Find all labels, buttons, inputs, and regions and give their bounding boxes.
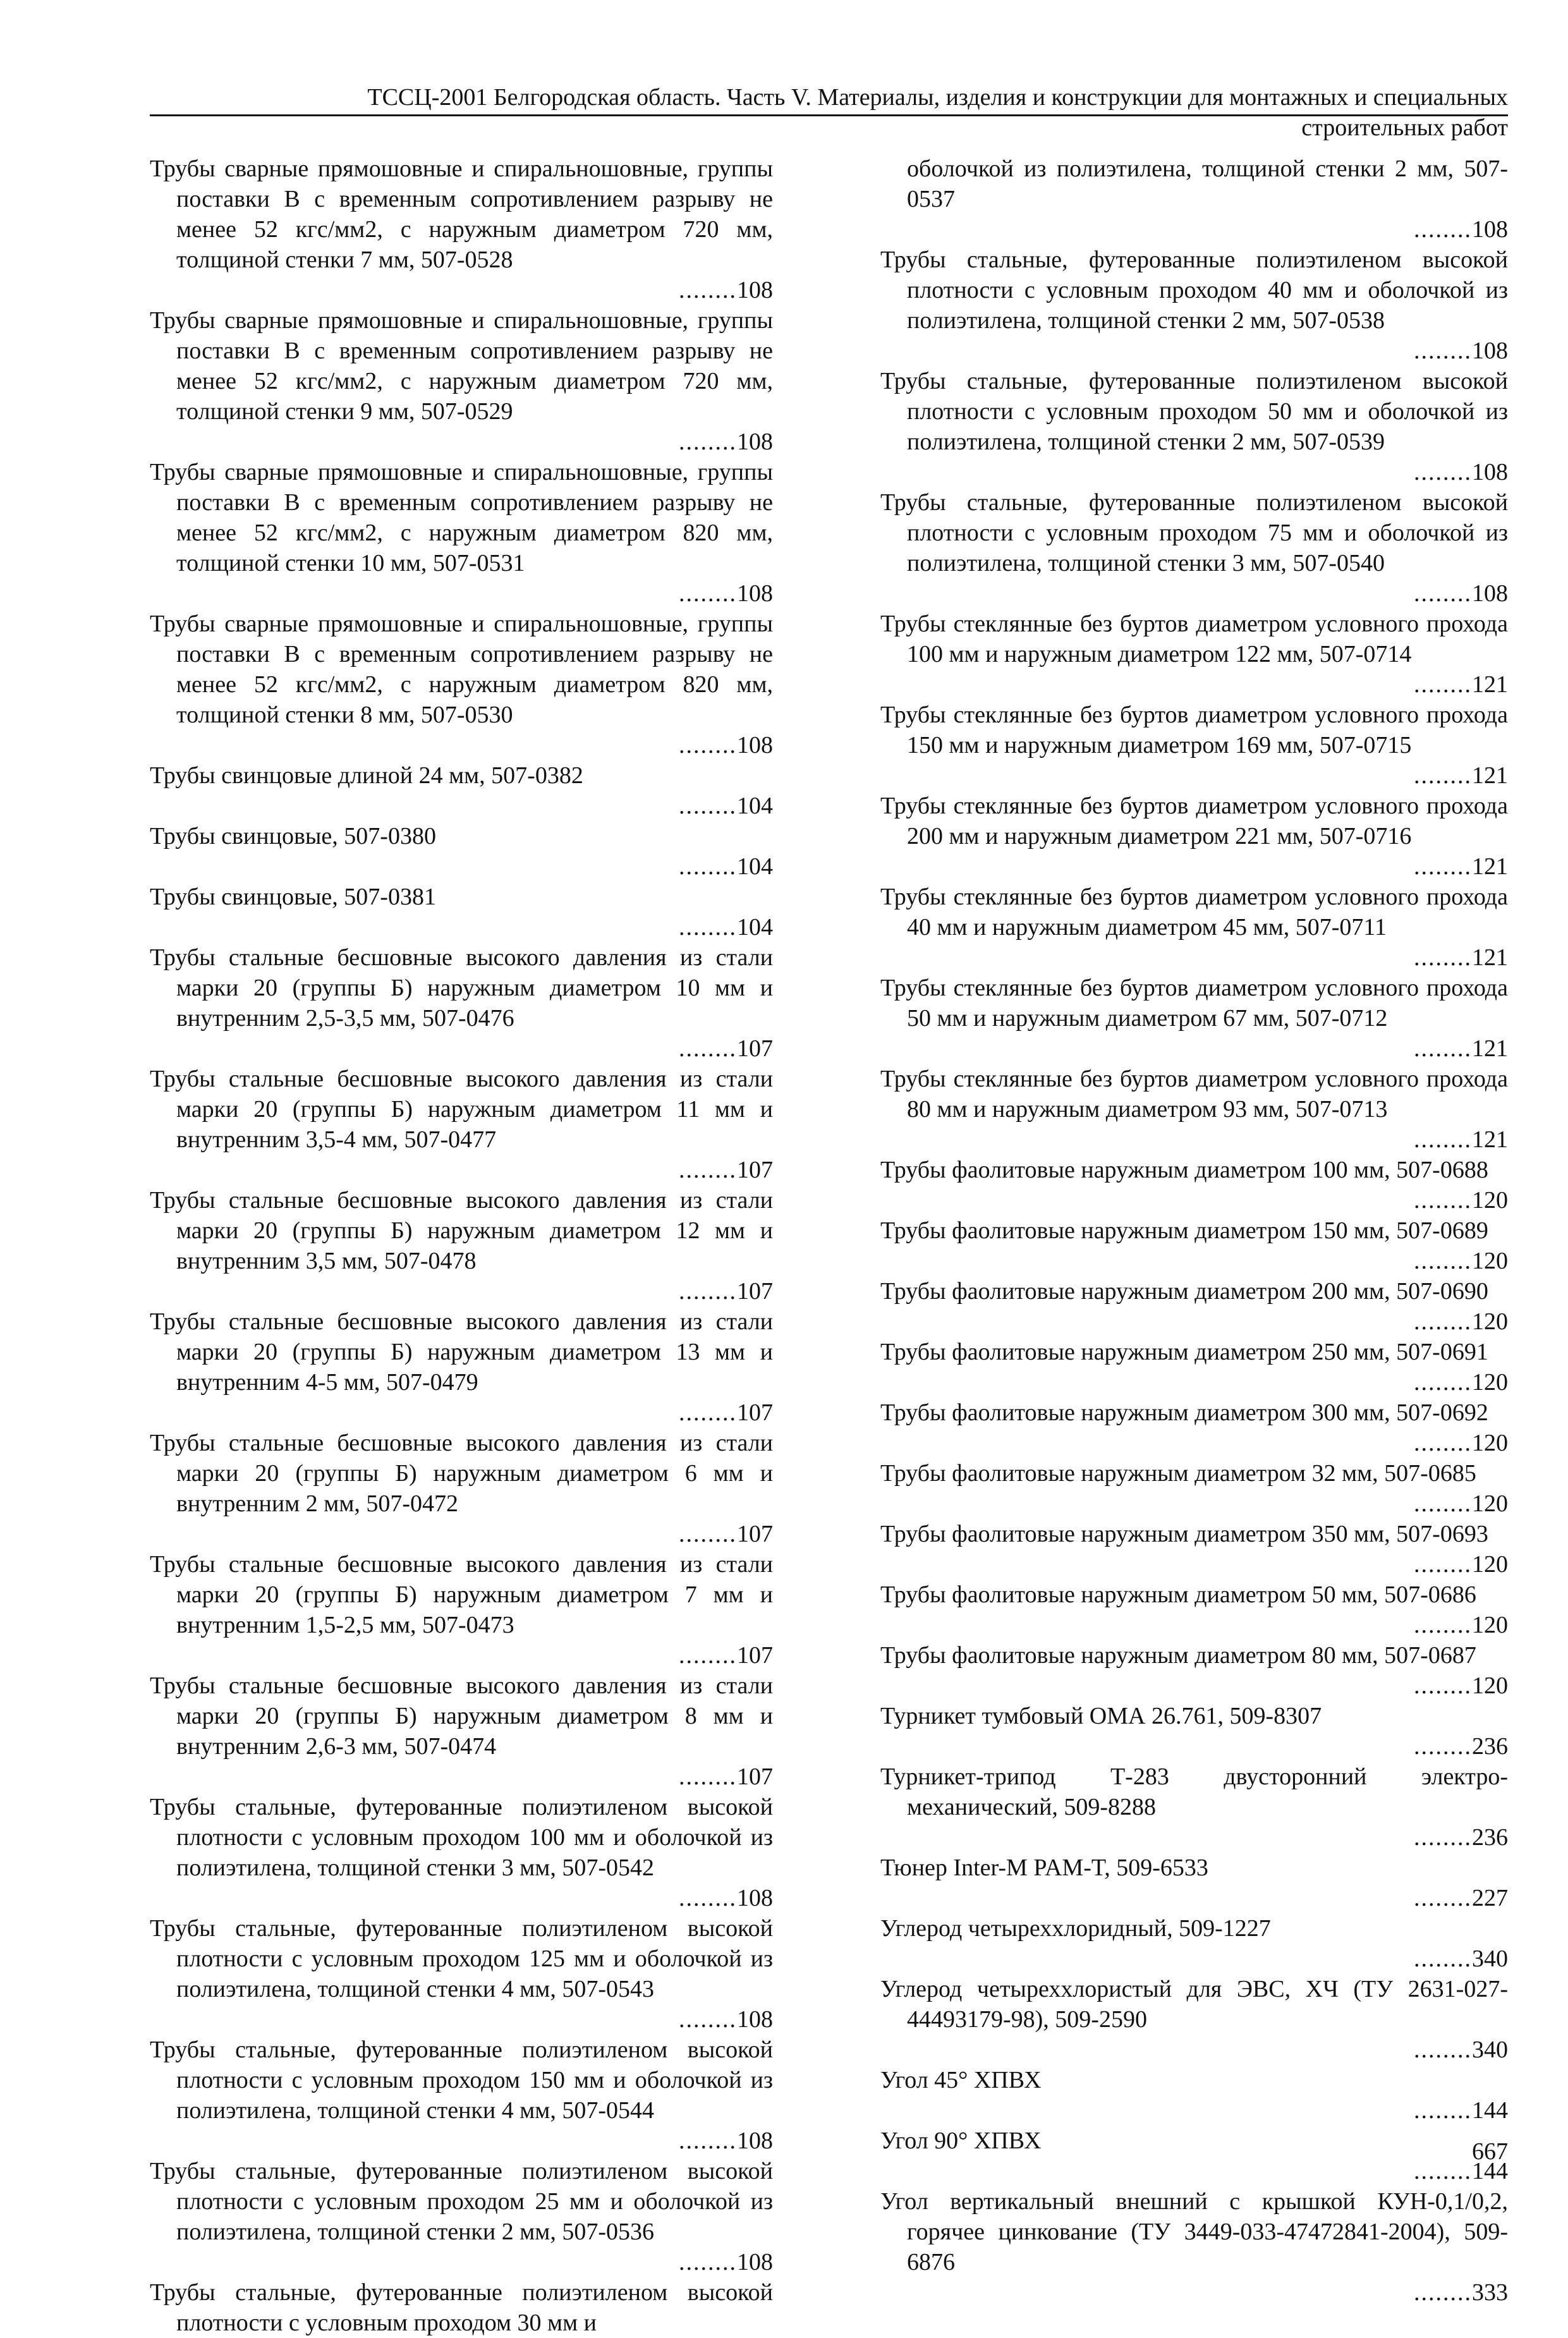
index-entry-page: 340 bbox=[1472, 1945, 1508, 1972]
dot-leader: ........ bbox=[1414, 671, 1472, 698]
index-entry-page: 108 bbox=[1472, 459, 1508, 485]
index-entry-leader bbox=[907, 1124, 1508, 1155]
index-entry-page: 108 bbox=[737, 277, 773, 303]
index-entry-page: 120 bbox=[1472, 1248, 1508, 1274]
index-entry-page: 144 bbox=[1472, 2097, 1508, 2124]
dot-leader: ........ bbox=[679, 2006, 737, 2033]
index-entry bbox=[150, 1792, 773, 1913]
index-entry-text: Трубы фаолитовые наружным диаметром 100 мм, 507-0688 bbox=[880, 1157, 1488, 1183]
index-entry-leader bbox=[907, 669, 1508, 700]
dot-leader: ........ bbox=[1414, 1945, 1472, 1972]
dot-leader: ........ bbox=[1414, 1187, 1472, 1214]
index-entry-text: Трубы стеклянные без буртов диаметром условного прохода 100 мм и наружным диаметром 122 мм, 507-0714 bbox=[880, 611, 1508, 667]
index-entry-leader bbox=[907, 1671, 1508, 1701]
index-entry-text: Трубы стальные бесшовные высокого давления из стали марки 20 (группы Б) наружным диаметром 12 мм и внутренним 3,5 мм, 507-0478 bbox=[150, 1187, 773, 1274]
index-column-right bbox=[880, 154, 1508, 2308]
dot-leader: ........ bbox=[1414, 1824, 1472, 1851]
index-entry bbox=[880, 2126, 1508, 2186]
index-entry-leader bbox=[176, 1155, 773, 1185]
dot-leader: ........ bbox=[1414, 1490, 1472, 1517]
dot-leader: ........ bbox=[1414, 1733, 1472, 1760]
index-entry bbox=[150, 2035, 773, 2156]
index-entry-text: Углерод четыреххлористый для ЭВС, ХЧ (ТУ 2631-027-44493179-98), 509-2590 bbox=[880, 1976, 1508, 2033]
index-entry-page: 340 bbox=[1472, 2037, 1508, 2063]
index-entry-page: 227 bbox=[1472, 1885, 1508, 1911]
dot-leader: ........ bbox=[1414, 1308, 1472, 1335]
index-entry-leader bbox=[176, 730, 773, 760]
index-entry-text: Трубы стальные бесшовные высокого давления из стали марки 20 (группы Б) наружным диаметром 13 мм и внутренним 4-5 мм, 507-0479 bbox=[150, 1308, 773, 1396]
index-entry-page: 104 bbox=[737, 793, 773, 819]
index-entry-page: 120 bbox=[1472, 1308, 1508, 1335]
index-entry-text: Трубы стальные, футерованные полиэтиленом высокой плотности с условным проходом 40 мм и оболочкой из полиэтилена, толщиной стенки 2 мм, 507-0538 bbox=[880, 247, 1508, 334]
index-entry bbox=[880, 1853, 1508, 1913]
dot-leader: ........ bbox=[1414, 762, 1472, 789]
index-entry bbox=[880, 882, 1508, 973]
index-entry-leader bbox=[176, 427, 773, 457]
index-entry-page: 120 bbox=[1472, 1369, 1508, 1396]
index-entry bbox=[880, 700, 1508, 791]
index-entry-leader bbox=[907, 942, 1508, 973]
index-entry-leader bbox=[907, 1549, 1508, 1580]
index-entry bbox=[880, 1580, 1508, 1640]
index-entry-text: Трубы сварные прямошовные и спиральношовные, группы поставки В с временным сопротивлением разрыву не менее 52 кгс/мм2, с наружным диаметром 720 мм, толщиной стенки 9 мм, 507-0529 bbox=[150, 307, 773, 425]
index-entry-text: Трубы фаолитовые наружным диаметром 32 мм, 507-0685 bbox=[880, 1460, 1476, 1487]
index-entry-leader bbox=[907, 1489, 1508, 1519]
index-entry-leader bbox=[176, 1640, 773, 1671]
index-entry bbox=[880, 1519, 1508, 1580]
index-entry-page: 108 bbox=[737, 732, 773, 758]
index-entry-page: 333 bbox=[1472, 2279, 1508, 2306]
index-entry-leader bbox=[176, 2247, 773, 2277]
page-number: 667 bbox=[1472, 2138, 1508, 2165]
index-entry-text: Трубы стеклянные без буртов диаметром условного прохода 150 мм и наружным диаметром 169 мм, 507-0715 bbox=[880, 702, 1508, 758]
index-entry-text: Трубы стальные бесшовные высокого давления из стали марки 20 (группы Б) наружным диаметром 6 мм и внутренним 2 мм, 507-0472 bbox=[150, 1430, 773, 1517]
index-entry-text: Трубы свинцовые длиной 24 мм, 507-0382 bbox=[150, 762, 583, 789]
dot-leader: ........ bbox=[679, 1278, 737, 1305]
index-entry-text: Трубы стальные, футерованные полиэтиленом высокой плотности с условным проходом 50 мм и оболочкой из полиэтилена, толщиной стенки 2 мм, 507-0539 bbox=[880, 368, 1508, 455]
index-entry-text: Углерод четыреххлоридный, 509-1227 bbox=[880, 1915, 1271, 1942]
index-entry-page: 108 bbox=[737, 2006, 773, 2033]
index-entry-text: Трубы стальные, футерованные полиэтиленом высокой плотности с условным проходом 150 мм и оболочкой из полиэтилена, толщиной стенки 4 мм, 507-0544 bbox=[150, 2037, 773, 2124]
index-entry bbox=[880, 609, 1508, 700]
dot-leader: ........ bbox=[679, 1642, 737, 1669]
index-entry bbox=[880, 1064, 1508, 1155]
index-entry-leader bbox=[176, 851, 773, 882]
index-entry-leader bbox=[176, 1276, 773, 1306]
index-entry-text: Трубы стальные, футерованные полиэтиленом высокой плотности с условным проходом 25 мм и оболочкой из полиэтилена, толщиной стенки 2 мм, 507-0536 bbox=[150, 2158, 773, 2245]
index-entry-text: Трубы стеклянные без буртов диаметром условного прохода 200 мм и наружным диаметром 221 мм, 507-0716 bbox=[880, 793, 1508, 849]
index-entry-leader bbox=[907, 2035, 1508, 2065]
index-entry-page: 120 bbox=[1472, 1672, 1508, 1699]
index-entry bbox=[880, 1762, 1508, 1853]
index-entry bbox=[150, 2156, 773, 2277]
index-entry-leader bbox=[907, 578, 1508, 609]
index-entry-leader bbox=[176, 578, 773, 609]
index-entry-text: Трубы стальные, футерованные полиэтиленом высокой плотности с условным проходом 100 мм и оболочкой из полиэтилена, толщиной стенки 3 мм, 507-0542 bbox=[150, 1794, 773, 1881]
dot-leader: ........ bbox=[1414, 853, 1472, 880]
index-entry-leader bbox=[907, 1883, 1508, 1913]
index-entry-text: Трубы фаолитовые наружным диаметром 150 мм, 507-0689 bbox=[880, 1217, 1488, 1244]
dot-leader: ........ bbox=[1414, 1551, 1472, 1578]
index-entry-leader bbox=[907, 1944, 1508, 1974]
index-entry-leader bbox=[907, 214, 1508, 245]
dot-leader: ........ bbox=[679, 1763, 737, 1790]
index-entry-leader bbox=[907, 2095, 1508, 2126]
index-entry-leader bbox=[176, 1033, 773, 1064]
index-entry bbox=[150, 1306, 773, 1428]
index-entry bbox=[150, 1428, 773, 1549]
index-entry-text: Трубы сварные прямошовные и спиральношовные, группы поставки В с временным сопротивлением разрыву не менее 52 кгс/мм2, с наружным диаметром 720 мм, толщиной стенки 7 мм, 507-0528 bbox=[150, 155, 773, 273]
index-entry-page: 107 bbox=[737, 1035, 773, 1062]
index-entry bbox=[150, 1671, 773, 1792]
dot-leader: ........ bbox=[679, 853, 737, 880]
dot-leader: ........ bbox=[679, 2249, 737, 2275]
index-entry-page: 121 bbox=[1472, 853, 1508, 880]
index-entry bbox=[880, 973, 1508, 1064]
index-entry-page: 144 bbox=[1472, 2158, 1508, 2184]
index-entry-text: Трубы стеклянные без буртов диаметром условного прохода 50 мм и наружным диаметром 67 мм, 507-0712 bbox=[880, 975, 1508, 1032]
index-entry-leader bbox=[907, 1306, 1508, 1337]
index-entry-text: Трубы фаолитовые наружным диаметром 250 мм, 507-0691 bbox=[880, 1339, 1488, 1365]
index-entry-leader bbox=[176, 791, 773, 821]
index-entry-leader bbox=[176, 1883, 773, 1913]
index-entry bbox=[880, 366, 1508, 487]
dot-leader: ........ bbox=[1414, 1035, 1472, 1062]
index-entry-page: 108 bbox=[737, 580, 773, 607]
dot-leader: ........ bbox=[1414, 944, 1472, 971]
index-entry-page: 104 bbox=[737, 914, 773, 941]
index-entry bbox=[150, 457, 773, 609]
index-entry-page: 107 bbox=[737, 1521, 773, 1547]
index-entry bbox=[880, 1397, 1508, 1458]
index-entry-page: 120 bbox=[1472, 1612, 1508, 1638]
running-header bbox=[150, 82, 1508, 143]
index-entry-leader bbox=[907, 336, 1508, 366]
index-entry-page: 107 bbox=[737, 1157, 773, 1183]
index-entry-text: Трубы фаолитовые наружным диаметром 300 мм, 507-0692 bbox=[880, 1399, 1488, 1426]
index-entry bbox=[880, 487, 1508, 609]
index-entry-leader bbox=[907, 2156, 1508, 2186]
index-entry bbox=[880, 1913, 1508, 1974]
dot-leader: ........ bbox=[679, 793, 737, 819]
index-entry bbox=[150, 305, 773, 457]
index-entry-page: 121 bbox=[1472, 671, 1508, 698]
index-entry-text: Турникет тумбовый ОМА 26.761, 509-8307 bbox=[880, 1703, 1322, 1729]
index-entry-leader bbox=[907, 1246, 1508, 1276]
index-entry-text: Трубы стальные, футерованные полиэтиленом высокой плотности с условным проходом 125 мм и оболочкой из полиэтилена, толщиной стенки 4 мм, 507-0543 bbox=[150, 1915, 773, 2002]
dot-leader: ........ bbox=[1414, 580, 1472, 607]
index-entry bbox=[880, 1640, 1508, 1701]
index-entry-page: 107 bbox=[737, 1399, 773, 1426]
index-entry bbox=[880, 2186, 1508, 2308]
index-entry-page: 120 bbox=[1472, 1551, 1508, 1578]
index-column-left bbox=[150, 154, 773, 2338]
index-entry-page: 108 bbox=[737, 429, 773, 455]
index-entry bbox=[150, 1549, 773, 1671]
index-entry-page: 121 bbox=[1472, 1126, 1508, 1153]
index-entry-text: Трубы стальные бесшовные высокого давления из стали марки 20 (группы Б) наружным диаметром 11 мм и внутренним 3,5-4 мм, 507-0477 bbox=[150, 1066, 773, 1153]
index-entry bbox=[880, 1337, 1508, 1397]
index-entry-leader bbox=[907, 1367, 1508, 1397]
index-entry-text: Трубы фаолитовые наружным диаметром 80 мм, 507-0687 bbox=[880, 1642, 1476, 1669]
dot-leader: ........ bbox=[679, 1157, 737, 1183]
index-entry-leader bbox=[907, 2277, 1508, 2308]
index-entry-page: 108 bbox=[737, 2128, 773, 2154]
dot-leader: ........ bbox=[679, 580, 737, 607]
index-entry bbox=[880, 1276, 1508, 1337]
index-entry bbox=[150, 1185, 773, 1306]
dot-leader: ........ bbox=[1414, 1430, 1472, 1456]
index-entry-leader bbox=[176, 2126, 773, 2156]
index-entry bbox=[150, 1913, 773, 2035]
header-rule bbox=[150, 114, 1508, 116]
index-entry-text: Угол вертикальный внешний с крышкой КУН-0,1/0,2, горячее цинкование (ТУ 3449-033-47472841-2004), 509-6876 bbox=[880, 2188, 1508, 2275]
index-entry bbox=[880, 1155, 1508, 1215]
index-entry-leader bbox=[907, 851, 1508, 882]
index-entry bbox=[150, 882, 773, 942]
index-entry-text: Трубы стеклянные без буртов диаметром условного прохода 40 мм и наружным диаметром 45 мм, 507-0711 bbox=[880, 884, 1508, 941]
index-entry bbox=[880, 2065, 1508, 2126]
dot-leader: ........ bbox=[679, 1521, 737, 1547]
header-title-line1: ТССЦ-2001 Белгородская область. Часть V. Материалы, изделия и конструкции для монтажных и специальных bbox=[367, 84, 1508, 111]
index-entry-leader bbox=[176, 1519, 773, 1549]
index-entry-text: оболочкой из полиэтилена, толщиной стенки 2 мм, 507-0537 bbox=[907, 155, 1508, 212]
index-entry-page: 236 bbox=[1472, 1733, 1508, 1760]
dot-leader: ........ bbox=[1414, 1612, 1472, 1638]
dot-leader: ........ bbox=[1414, 1672, 1472, 1699]
index-entry-leader bbox=[907, 1185, 1508, 1215]
index-entry bbox=[150, 1064, 773, 1185]
index-entry-leader bbox=[907, 1428, 1508, 1458]
index-entry bbox=[150, 821, 773, 882]
dot-leader: ........ bbox=[1414, 338, 1472, 364]
index-entry-leader bbox=[907, 1822, 1508, 1853]
dot-leader: ........ bbox=[1414, 2097, 1472, 2124]
index-entry-page: 108 bbox=[1472, 580, 1508, 607]
index-entry-page: 107 bbox=[737, 1763, 773, 1790]
index-entry-leader bbox=[907, 457, 1508, 487]
index-entry-page: 120 bbox=[1472, 1430, 1508, 1456]
index-entry bbox=[880, 791, 1508, 882]
dot-leader: ........ bbox=[1414, 2158, 1472, 2184]
dot-leader: ........ bbox=[1414, 459, 1472, 485]
index-entry bbox=[907, 154, 1508, 245]
index-entry-text: Трубы стальные бесшовные высокого давления из стали марки 20 (группы Б) наружным диаметром 10 мм и внутренним 2,5-3,5 мм, 507-0476 bbox=[150, 944, 773, 1032]
dot-leader: ........ bbox=[1414, 1126, 1472, 1153]
index-entry bbox=[150, 154, 773, 305]
index-entry bbox=[880, 1458, 1508, 1519]
index-entry-page: 104 bbox=[737, 853, 773, 880]
index-entry-text: Трубы фаолитовые наружным диаметром 350 мм, 507-0693 bbox=[880, 1521, 1488, 1547]
dot-leader: ........ bbox=[1414, 1369, 1472, 1396]
index-entry-text: Трубы фаолитовые наружным диаметром 200 мм, 507-0690 bbox=[880, 1278, 1488, 1305]
index-entry-text: Тюнер Inter-M PAM-T, 509-6533 bbox=[880, 1854, 1208, 1881]
index-entry-text: Трубы стальные, футерованные полиэтиленом высокой плотности с условным проходом 75 мм и оболочкой из полиэтилена, толщиной стенки 3 мм, 507-0540 bbox=[880, 489, 1508, 576]
index-entry-leader bbox=[176, 1397, 773, 1428]
index-entry-text: Трубы свинцовые, 507-0381 bbox=[150, 884, 436, 910]
dot-leader: ........ bbox=[1414, 216, 1472, 243]
index-entry bbox=[880, 1701, 1508, 1762]
dot-leader: ........ bbox=[1414, 1885, 1472, 1911]
index-entry-page: 121 bbox=[1472, 1035, 1508, 1062]
index-entry-leader bbox=[907, 760, 1508, 791]
index-entry-page: 121 bbox=[1472, 762, 1508, 789]
index-entry bbox=[880, 1974, 1508, 2065]
dot-leader: ........ bbox=[679, 732, 737, 758]
dot-leader: ........ bbox=[679, 1399, 737, 1426]
index-entry-page: 121 bbox=[1472, 944, 1508, 971]
dot-leader: ........ bbox=[1414, 2037, 1472, 2063]
dot-leader: ........ bbox=[1414, 2279, 1472, 2306]
dot-leader: ........ bbox=[679, 1035, 737, 1062]
index-entry-page: 108 bbox=[737, 1885, 773, 1911]
index-entry-text: Угол 45° ХПВХ bbox=[880, 2067, 1042, 2093]
index-entry-leader bbox=[176, 1762, 773, 1792]
dot-leader: ........ bbox=[679, 1885, 737, 1911]
index-entry-text: Трубы стеклянные без буртов диаметром условного прохода 80 мм и наружным диаметром 93 мм, 507-0713 bbox=[880, 1066, 1508, 1123]
index-entry bbox=[150, 942, 773, 1064]
index-entry-text: Угол 90° ХПВХ bbox=[880, 2128, 1042, 2154]
index-entry-leader bbox=[176, 912, 773, 942]
dot-leader: ........ bbox=[679, 429, 737, 455]
index-entry-page: 108 bbox=[737, 2249, 773, 2275]
dot-leader: ........ bbox=[1414, 1248, 1472, 1274]
index-entry-page: 108 bbox=[1472, 338, 1508, 364]
index-entry-leader bbox=[907, 1610, 1508, 1640]
index-entry-text: Трубы стальные бесшовные высокого давления из стали марки 20 (группы Б) наружным диаметром 7 мм и внутренним 1,5-2,5 мм, 507-0473 bbox=[150, 1551, 773, 1638]
dot-leader: ........ bbox=[679, 914, 737, 941]
index-entry bbox=[150, 609, 773, 760]
index-entry-page: 108 bbox=[1472, 216, 1508, 243]
index-entry-text: Турникет-трипод Т-283 двусторонний электро-механический, 509-8288 bbox=[880, 1763, 1508, 1820]
dot-leader: ........ bbox=[679, 2128, 737, 2154]
index-entry-text: Трубы стальные бесшовные высокого давления из стали марки 20 (группы Б) наружным диаметром 8 мм и внутренним 2,6-3 мм, 507-0474 bbox=[150, 1672, 773, 1760]
index-entry-leader bbox=[176, 275, 773, 305]
index-entry-page: 107 bbox=[737, 1278, 773, 1305]
index-entry-text: Трубы фаолитовые наружным диаметром 50 мм, 507-0686 bbox=[880, 1581, 1476, 1608]
index-entry-leader bbox=[907, 1033, 1508, 1064]
index-entry-page: 120 bbox=[1472, 1187, 1508, 1214]
index-entry-leader bbox=[176, 2004, 773, 2035]
index-entry bbox=[150, 2277, 773, 2338]
index-entry bbox=[150, 760, 773, 821]
index-entry-page: 107 bbox=[737, 1642, 773, 1669]
index-entry-text: Трубы сварные прямошовные и спиральношовные, группы поставки В с временным сопротивлением разрыву не менее 52 кгс/мм2, с наружным диаметром 820 мм, толщиной стенки 10 мм, 507-0531 bbox=[150, 459, 773, 576]
index-entry-page: 236 bbox=[1472, 1824, 1508, 1851]
dot-leader: ........ bbox=[679, 277, 737, 303]
index-entry bbox=[880, 245, 1508, 366]
index-entry-text: Трубы сварные прямошовные и спиральношовные, группы поставки В с временным сопротивлением разрыву не менее 52 кгс/мм2, с наружным диаметром 820 мм, толщиной стенки 8 мм, 507-0530 bbox=[150, 611, 773, 728]
index-entry-text: Трубы стальные, футерованные полиэтиленом высокой плотности с условным проходом 30 мм и bbox=[150, 2279, 773, 2336]
header-title-line2: строительных работ bbox=[1301, 114, 1508, 141]
index-entry-leader bbox=[907, 1731, 1508, 1762]
index-entry bbox=[880, 1215, 1508, 1276]
index-entry-text: Трубы свинцовые, 507-0380 bbox=[150, 823, 436, 849]
index-entry-page: 120 bbox=[1472, 1490, 1508, 1517]
